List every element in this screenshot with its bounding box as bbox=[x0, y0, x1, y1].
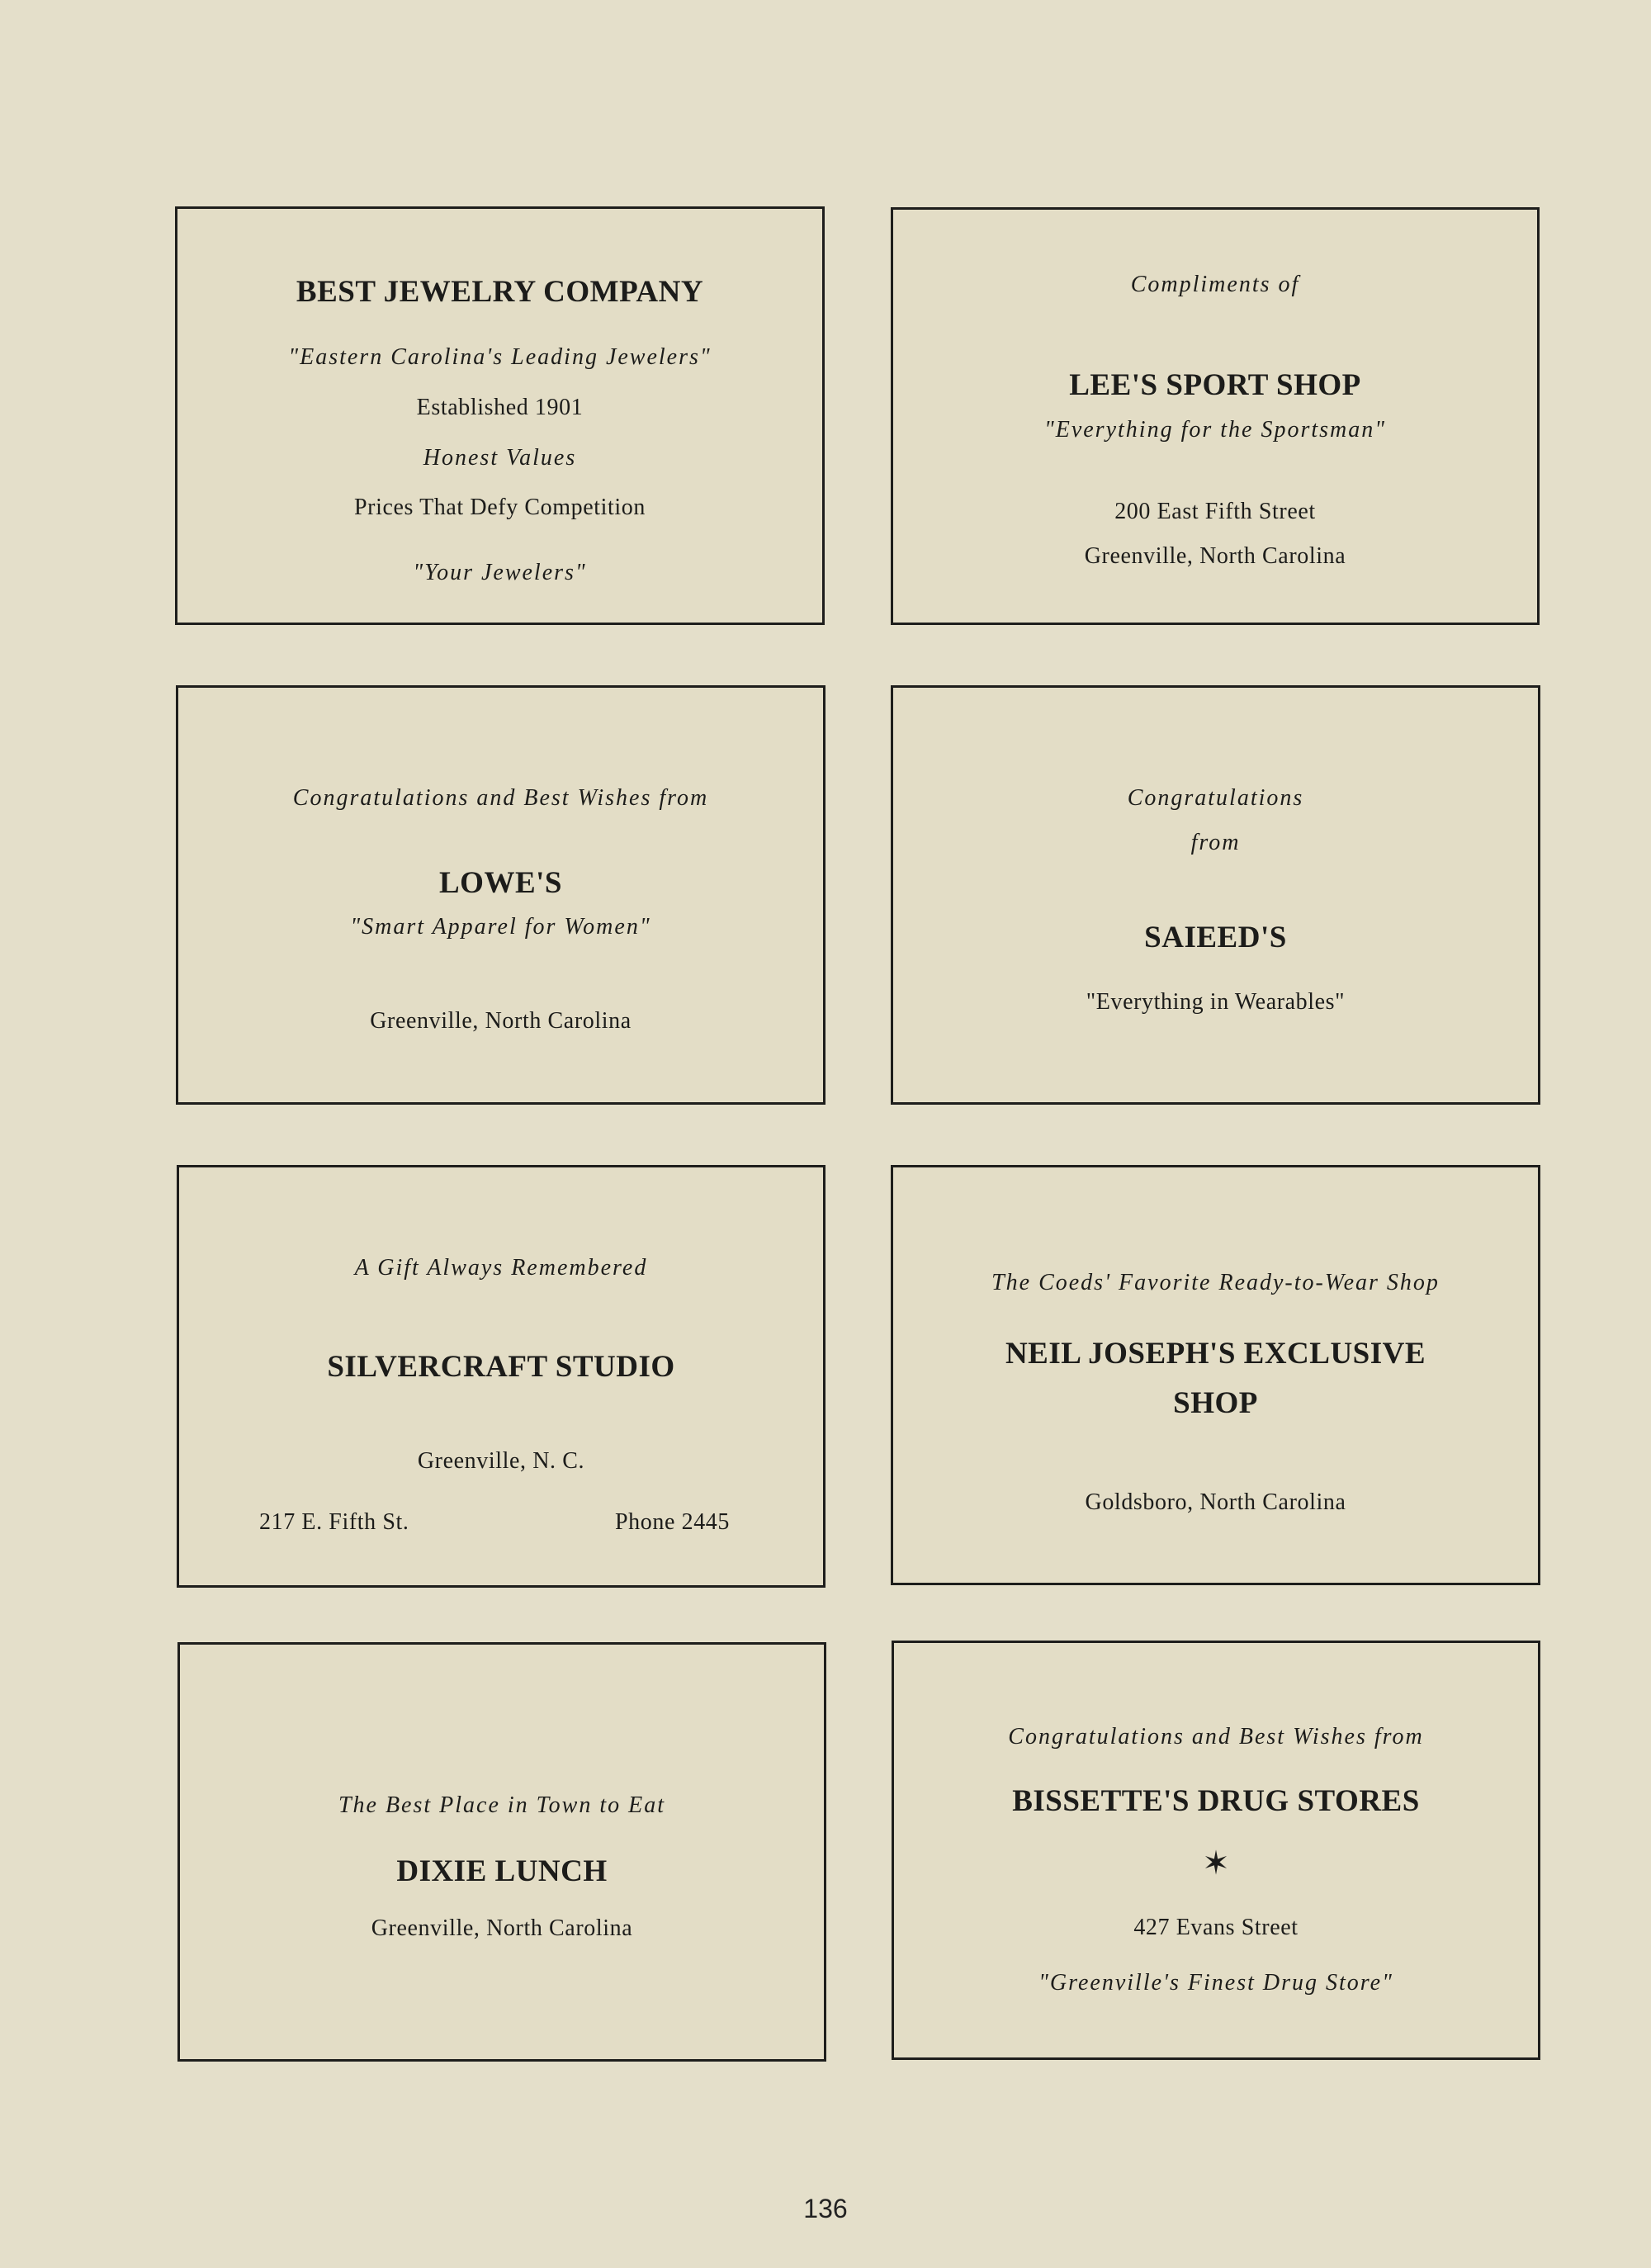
ad-name: BISSETTE'S DRUG STORES bbox=[1012, 1784, 1420, 1818]
ad-name: BEST JEWELRY COMPANY bbox=[296, 275, 704, 309]
ad-name: LEE'S SPORT SHOP bbox=[1069, 368, 1361, 402]
ad-slogan: "Everything for the Sportsman" bbox=[1043, 417, 1387, 443]
ad-intro: Compliments of bbox=[1130, 272, 1300, 297]
ad-name: DIXIE LUNCH bbox=[396, 1854, 608, 1888]
ad-best-jewelry bbox=[175, 206, 825, 625]
ad-bissettes bbox=[892, 1641, 1540, 2060]
ad-city: Greenville, North Carolina bbox=[370, 1008, 632, 1034]
ad-slogan: "Eastern Carolina's Leading Jewelers" bbox=[288, 344, 712, 370]
ad-dixie-lunch bbox=[177, 1642, 826, 2062]
ad-address: 427 Evans Street bbox=[1133, 1915, 1299, 1940]
ad-established: Established 1901 bbox=[416, 395, 584, 420]
ad-intro: Congratulations and Best Wishes from bbox=[1008, 1724, 1424, 1750]
ad-city: Greenville, N. C. bbox=[417, 1448, 585, 1474]
ad-intro: A Gift Always Remembered bbox=[354, 1255, 648, 1281]
ad-slogan: "Everything in Wearables" bbox=[1086, 989, 1346, 1015]
ad-name: LOWE'S bbox=[439, 866, 562, 900]
ad-address: 217 E. Fifth St. bbox=[259, 1509, 409, 1535]
ad-neil-josephs bbox=[891, 1165, 1540, 1585]
ad-city: Greenville, North Carolina bbox=[371, 1915, 633, 1941]
ad-intro-line-1: Congratulations bbox=[1127, 785, 1304, 811]
ad-intro-line-2: from bbox=[1190, 830, 1241, 855]
ad-intro: The Coeds' Favorite Ready-to-Wear Shop bbox=[991, 1270, 1440, 1295]
ad-saieeds bbox=[891, 685, 1540, 1105]
ad-intro: The Best Place in Town to Eat bbox=[338, 1792, 666, 1818]
ad-slogan: "Greenville's Finest Drug Store" bbox=[1038, 1970, 1393, 1996]
ad-city: Greenville, North Carolina bbox=[1084, 543, 1346, 569]
page-number: 136 bbox=[803, 2194, 848, 2223]
ad-lowes bbox=[176, 685, 826, 1105]
ad-slogan: "Smart Apparel for Women" bbox=[350, 914, 651, 940]
ad-name-line-1: NEIL JOSEPH'S EXCLUSIVE bbox=[1005, 1337, 1426, 1371]
ad-phone: Phone 2445 bbox=[615, 1509, 730, 1535]
ad-tagline: "Your Jewelers" bbox=[413, 560, 587, 585]
ad-name-line-2: SHOP bbox=[1173, 1386, 1258, 1420]
ad-silvercraft-studio bbox=[177, 1165, 826, 1588]
ad-lees-sport-shop bbox=[891, 207, 1540, 625]
ad-values: Honest Values bbox=[423, 445, 577, 471]
ad-name: SAIEED'S bbox=[1144, 921, 1287, 954]
ad-address: 200 East Fifth Street bbox=[1114, 499, 1316, 524]
ad-intro: Congratulations and Best Wishes from bbox=[292, 785, 709, 811]
star-icon: ✶ bbox=[1202, 1844, 1230, 1882]
ad-city: Goldsboro, North Carolina bbox=[1085, 1489, 1346, 1515]
ad-name: SILVERCRAFT STUDIO bbox=[327, 1350, 675, 1384]
ad-prices: Prices That Defy Competition bbox=[353, 495, 646, 520]
